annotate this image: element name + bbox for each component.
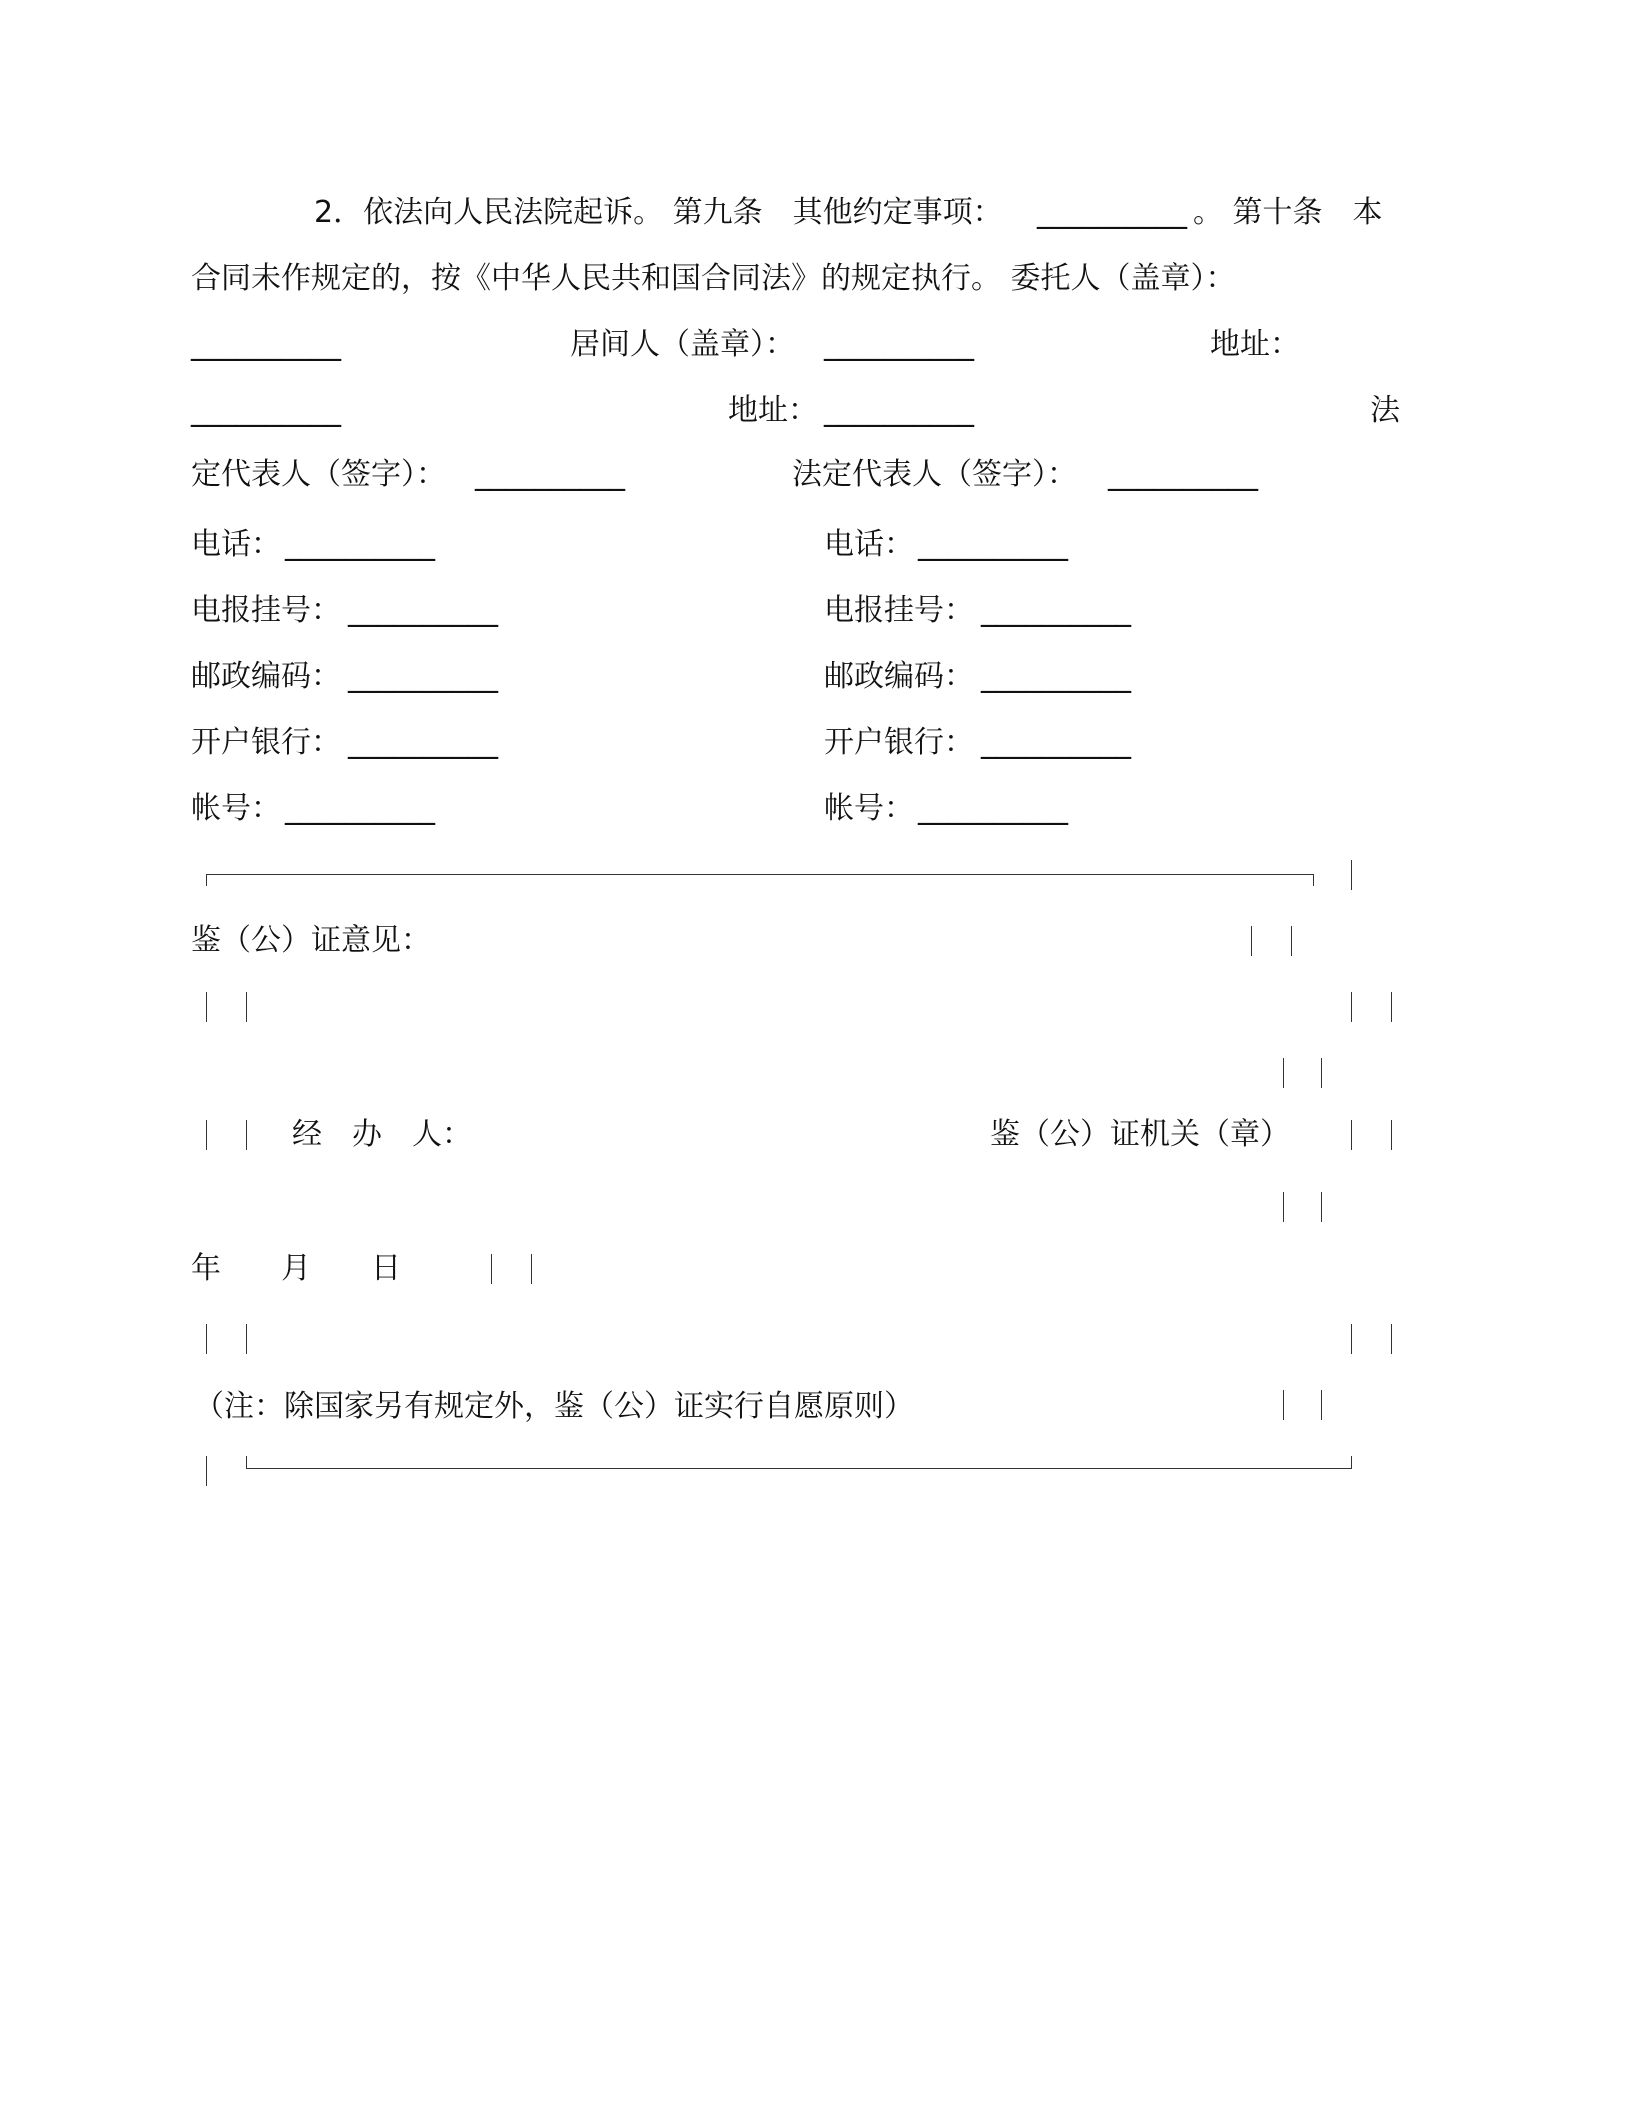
principal-postcode-blank: __________ [348, 659, 498, 694]
box-top-right-corner [1313, 874, 1314, 886]
principal-seal-blank: __________ [191, 327, 341, 362]
box-top-left-corner [206, 874, 207, 886]
box-border-segment [206, 1120, 207, 1150]
box-border-segment [1351, 1120, 1352, 1150]
notary-opinion-label: 鉴（公）证意见： [191, 923, 431, 958]
broker-postcode-blank: __________ [981, 659, 1131, 694]
principal-telegram-blank: __________ [348, 593, 498, 628]
box-border-segment [1351, 1324, 1352, 1354]
box-border-segment [1351, 860, 1352, 890]
broker-bank-blank: __________ [981, 725, 1131, 760]
principal-bank-blank: __________ [348, 725, 498, 760]
box-border-segment [1283, 1058, 1284, 1088]
broker-address-label: 地址： [728, 393, 818, 428]
box-border-segment [1391, 992, 1392, 1022]
box-border-segment [206, 1324, 207, 1354]
principal-account-blank: __________ [285, 791, 435, 826]
clause-line-1a: 2．依法向人民法院起诉。 第九条 其他约定事项： [314, 195, 1003, 230]
box-border-segment [1351, 992, 1352, 1022]
notary-handler-label: 经 办 人： [292, 1117, 472, 1152]
box-border-segment [1251, 926, 1252, 956]
principal-telegram-label: 电报挂号： [191, 593, 341, 628]
broker-address-blank: __________ [824, 393, 974, 428]
notary-voluntary-note: （注：除国家另有规定外，鉴（公）证实行自愿原则） [194, 1389, 914, 1424]
box-border-segment [206, 1456, 207, 1486]
box-border-segment [246, 1120, 247, 1150]
notary-date-label: 年 月 日 [191, 1251, 401, 1286]
principal-bank-label: 开户银行： [191, 725, 341, 760]
clause-line-1b: 。 第十条 本 [1193, 195, 1383, 230]
other-matters-blank: __________ [1037, 195, 1187, 230]
box-bottom-right-corner [1351, 1456, 1352, 1468]
principal-legal-rep-label: 定代表人（签字）： [191, 457, 446, 492]
box-border-segment [206, 992, 207, 1022]
box-border-segment [1321, 1058, 1322, 1088]
broker-seal-blank: __________ [824, 327, 974, 362]
box-top-border [206, 874, 1314, 875]
box-border-segment [1291, 926, 1292, 956]
broker-account-blank: __________ [918, 791, 1068, 826]
principal-address-blank: __________ [191, 393, 341, 428]
broker-legal-rep-blank: __________ [1108, 457, 1258, 492]
box-border-segment [246, 992, 247, 1022]
box-border-segment [1321, 1390, 1322, 1420]
principal-address-label: 地址： [1210, 327, 1300, 362]
broker-phone-blank: __________ [918, 527, 1068, 562]
broker-telegram-blank: __________ [981, 593, 1131, 628]
principal-account-label: 帐号： [191, 791, 281, 826]
broker-postcode-label: 邮政编码： [824, 659, 974, 694]
principal-phone-blank: __________ [285, 527, 435, 562]
broker-bank-label: 开户银行： [824, 725, 974, 760]
principal-postcode-label: 邮政编码： [191, 659, 341, 694]
principal-phone-label: 电话： [191, 527, 281, 562]
box-border-segment [1283, 1192, 1284, 1222]
clause-line-2: 合同未作规定的，按《中华人民共和国合同法》的规定执行。 委托人（盖章）： [191, 261, 1236, 296]
principal-legal-rep-blank: __________ [475, 457, 625, 492]
box-bottom-left-corner [246, 1456, 247, 1468]
notary-office-seal-label: 鉴（公）证机关（章） [990, 1117, 1290, 1152]
legal-rep-label-start: 法 [1370, 393, 1400, 428]
broker-account-label: 帐号： [824, 791, 914, 826]
broker-legal-rep-label: 法定代表人（签字）： [792, 457, 1077, 492]
box-border-segment [1391, 1324, 1392, 1354]
box-border-segment [1391, 1120, 1392, 1150]
box-border-segment [531, 1254, 532, 1284]
box-border-segment [246, 1324, 247, 1354]
box-border-segment [1283, 1390, 1284, 1420]
broker-seal-label: 居间人（盖章）： [570, 327, 795, 362]
box-bottom-border [246, 1468, 1352, 1469]
box-border-segment [491, 1254, 492, 1284]
broker-phone-label: 电话： [824, 527, 914, 562]
broker-telegram-label: 电报挂号： [824, 593, 974, 628]
box-border-segment [1321, 1192, 1322, 1222]
